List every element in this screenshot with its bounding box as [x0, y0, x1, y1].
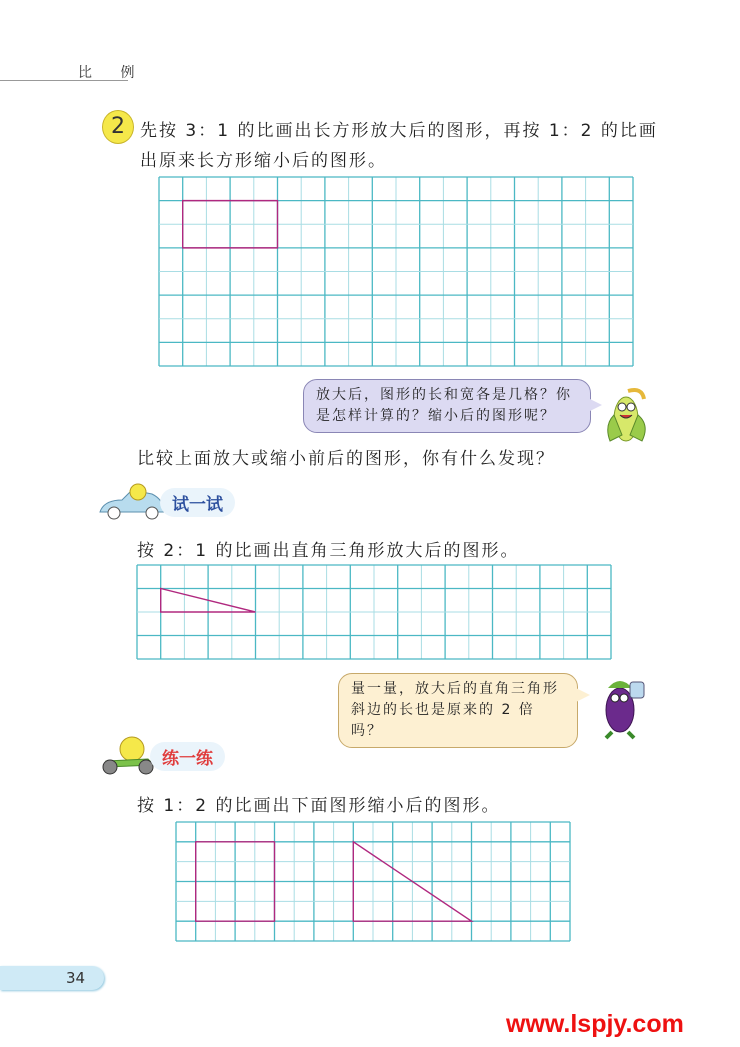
try-it-prompt: 按 2：1 的比画出直角三角形放大后的图形。	[137, 541, 520, 561]
try-it-banner: 试一试	[160, 488, 235, 517]
motorbike-mascot-icon	[98, 735, 158, 775]
problem-text-line1: 先按 3：1 的比画出长方形放大后的图形，再按 1：2 的比画	[140, 121, 658, 141]
followup-question: 比较上面放大或缩小前后的图形，你有什么发现？	[137, 449, 555, 469]
hint-line2: 斜边的长也是原来的 2 倍吗？	[351, 702, 535, 739]
hint-line2: 是怎样计算的？缩小后的图形呢？	[316, 408, 556, 424]
car-mascot-icon	[98, 482, 168, 520]
grid-try-it	[137, 565, 611, 659]
page-number-tab	[0, 966, 104, 990]
hint-bubble-corn	[303, 379, 591, 433]
problem-text-line2: 出原来长方形缩小后的图形。	[140, 151, 387, 171]
problem-number-badge: 2	[102, 110, 134, 144]
corn-mascot-icon	[598, 385, 658, 447]
grid-problem2	[159, 177, 633, 366]
hint-bubble-eggplant	[338, 673, 578, 748]
page-number: 34	[66, 969, 86, 987]
section-title: 比 例	[78, 65, 147, 81]
hint-line1: 放大后，图形的长和宽各是几格？你	[316, 387, 572, 403]
hint-line1: 量一量，放大后的直角三角形	[351, 681, 559, 697]
practice-banner: 练一练	[150, 742, 225, 771]
eggplant-mascot-icon	[590, 668, 652, 740]
practice-prompt: 按 1：2 的比画出下面图形缩小后的图形。	[137, 796, 501, 816]
bubble-tail	[576, 688, 590, 702]
watermark: www.lspjy.com	[506, 1010, 684, 1038]
grid-practice	[176, 822, 570, 941]
